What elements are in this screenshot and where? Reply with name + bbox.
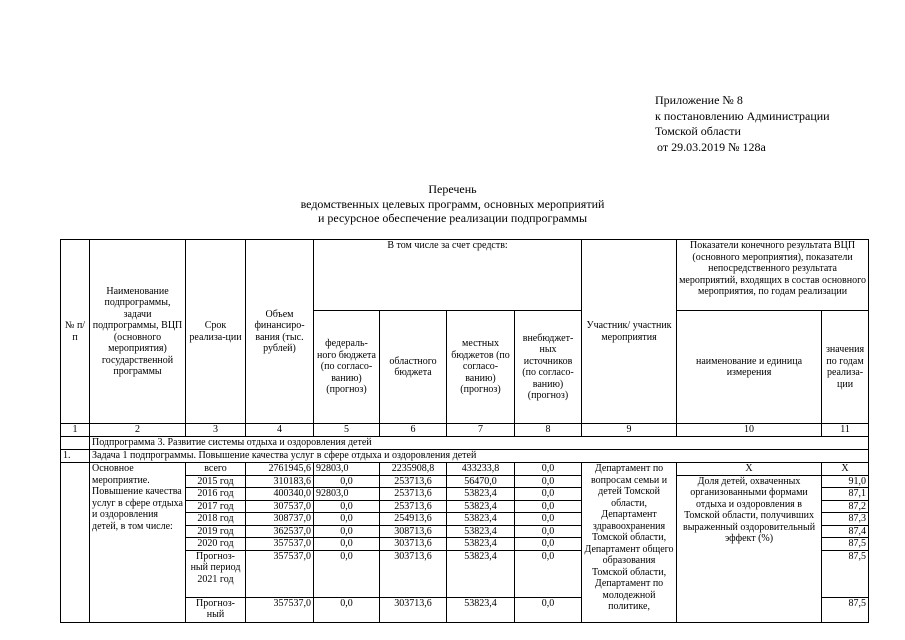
appendix-line: Томской области: [655, 124, 741, 138]
program-table: [60, 239, 869, 623]
column-number: 2: [90, 424, 186, 437]
local-cell: 53823,4: [447, 525, 515, 538]
subprogram-title: Подпрограмма 3. Развитие системы отдыха и оздоровления детей: [90, 437, 869, 450]
term-cell: 2016 год: [186, 488, 246, 501]
term-cell: 2015 год: [186, 475, 246, 488]
value-cell: 87,5: [822, 597, 869, 622]
regional-cell: 303713,6: [380, 597, 447, 622]
task-number: 1.: [61, 450, 90, 463]
regional-cell: 254913,6: [380, 513, 447, 526]
extra-cell: 0,0: [515, 513, 582, 526]
volume-cell: 400340,0: [246, 488, 314, 501]
local-cell: 53823,4: [447, 538, 515, 551]
federal-cell: 0,0: [314, 500, 380, 513]
regional-cell: 303713,6: [380, 538, 447, 551]
term-cell: 2018 год: [186, 513, 246, 526]
federal-cell: 0,0: [314, 525, 380, 538]
term-cell: Прогноз-ный период 2021 год: [186, 550, 246, 597]
table-row: [61, 463, 869, 476]
value-cell: 87,3: [822, 513, 869, 526]
task-title: Задача 1 подпрограммы. Повышение качества услуг в сфере отдыха и оздоровления детей: [90, 450, 869, 463]
header-indicator-name: наименование и единица измерения: [677, 311, 822, 424]
extra-cell: 0,0: [515, 463, 582, 476]
header-participant: Участник/ участник мероприятия: [582, 240, 677, 424]
regional-cell: 303713,6: [380, 550, 447, 597]
column-number: 7: [447, 424, 515, 437]
extra-cell: 0,0: [515, 500, 582, 513]
indicator-name-cell: Доля детей, охваченных организованными формами отдыха и оздоровления в Томской области, получивших выраженный оздоровительный эффект (%): [677, 475, 822, 622]
header-name: Наименование подпрограммы, задачи подпрограммы, ВЦП (основного мероприятия) государственной программы: [90, 240, 186, 424]
volume-cell: 307537,0: [246, 500, 314, 513]
federal-cell: 0,0: [314, 538, 380, 551]
regional-cell: 253713,6: [380, 500, 447, 513]
local-cell: 53823,4: [447, 500, 515, 513]
column-number: 8: [515, 424, 582, 437]
volume-cell: 362537,0: [246, 525, 314, 538]
volume-cell: 308737,0: [246, 513, 314, 526]
header-indicator-values: значения по годам реализа-ции: [822, 311, 869, 424]
volume-cell: 357537,0: [246, 550, 314, 597]
column-number: 9: [582, 424, 677, 437]
value-cell: Х: [822, 463, 869, 476]
header-including: В том числе за счет средств:: [314, 240, 582, 311]
appendix-line: к постановлению Администрации: [655, 108, 830, 123]
term-cell: 2019 год: [186, 525, 246, 538]
column-number: 1: [61, 424, 90, 437]
local-cell: 433233,8: [447, 463, 515, 476]
extra-cell: 0,0: [515, 597, 582, 622]
column-number: 5: [314, 424, 380, 437]
header-volume: Объем финансиро-вания (тыс. рублей): [246, 240, 314, 424]
value-cell: 87,1: [822, 488, 869, 501]
value-cell: 87,5: [822, 550, 869, 597]
term-cell: 2017 год: [186, 500, 246, 513]
federal-cell: 92803,0: [314, 488, 380, 501]
extra-cell: 0,0: [515, 475, 582, 488]
header-extra: внебюджет-ных источников (по согласо-ванию) (прогноз): [515, 311, 582, 424]
value-cell: 87,4: [822, 525, 869, 538]
document-heading: [0, 182, 905, 226]
local-cell: 56470,0: [447, 475, 515, 488]
subprogram-num-cell: [61, 437, 90, 450]
volume-cell: 357537,0: [246, 597, 314, 622]
term-cell: Прогноз-ный: [186, 597, 246, 622]
appendix-line: Приложение № 8: [655, 93, 743, 107]
header-indicators: Показатели конечного результата ВЦП (основного мероприятия), показатели непосредственного результата мероприятий, входящих в состав основного мероприятия, по годам реализации: [677, 240, 869, 311]
value-cell: 87,2: [822, 500, 869, 513]
federal-cell: 0,0: [314, 475, 380, 488]
federal-cell: 0,0: [314, 597, 380, 622]
term-cell: всего: [186, 463, 246, 476]
federal-cell: 0,0: [314, 550, 380, 597]
column-number: 11: [822, 424, 869, 437]
local-cell: 53823,4: [447, 597, 515, 622]
volume-cell: 2761945,6: [246, 463, 314, 476]
regional-cell: 253713,6: [380, 475, 447, 488]
federal-cell: 92803,0: [314, 463, 380, 476]
activity-num-cell: [61, 463, 90, 623]
program-table-wrap: [60, 239, 868, 623]
header-local: местных бюджетов (по согласо-ванию) (прогноз): [447, 311, 515, 424]
regional-cell: 308713,6: [380, 525, 447, 538]
indicator-x-cell: Х: [677, 463, 822, 476]
extra-cell: 0,0: [515, 538, 582, 551]
column-number: 6: [380, 424, 447, 437]
heading-subtitle: и ресурсное обеспечение реализации подпрограммы: [317, 211, 588, 225]
header-regional: областного бюджета: [380, 311, 447, 424]
extra-cell: 0,0: [515, 488, 582, 501]
value-cell: 87,5: [822, 538, 869, 551]
extra-cell: 0,0: [515, 525, 582, 538]
header-federal: федераль-ного бюджета (по согласо-ванию) (прогноз): [314, 311, 380, 424]
volume-cell: 357537,0: [246, 538, 314, 551]
extra-cell: 0,0: [515, 550, 582, 597]
activity-name: Основное мероприятие. Повышение качества услуг в сфере отдыха и оздоровления детей, в том числе:: [90, 463, 186, 623]
local-cell: 53823,4: [447, 513, 515, 526]
term-cell: 2020 год: [186, 538, 246, 551]
appendix-line: от 29.03.2019 № 128а: [657, 139, 766, 154]
participant-cell: Департамент по вопросам семьи и детей Томской области, Департамент здравоохранения Томской области, Департамент общего образования Томской области, Департамент по молодежной политике,: [582, 463, 677, 623]
column-number: 3: [186, 424, 246, 437]
value-cell: 91,0: [822, 475, 869, 488]
header-num: № п/п: [61, 240, 90, 424]
appendix-block: [655, 93, 830, 155]
heading-subtitle: ведомственных целевых программ, основных мероприятий: [300, 196, 605, 211]
regional-cell: 2235908,8: [380, 463, 447, 476]
column-number: 10: [677, 424, 822, 437]
column-number: 4: [246, 424, 314, 437]
heading-title: Перечень: [428, 182, 477, 196]
regional-cell: 253713,6: [380, 488, 447, 501]
local-cell: 53823,4: [447, 550, 515, 597]
local-cell: 53823,4: [447, 488, 515, 501]
federal-cell: 0,0: [314, 513, 380, 526]
header-term: Срок реализа-ции: [186, 240, 246, 424]
volume-cell: 310183,6: [246, 475, 314, 488]
